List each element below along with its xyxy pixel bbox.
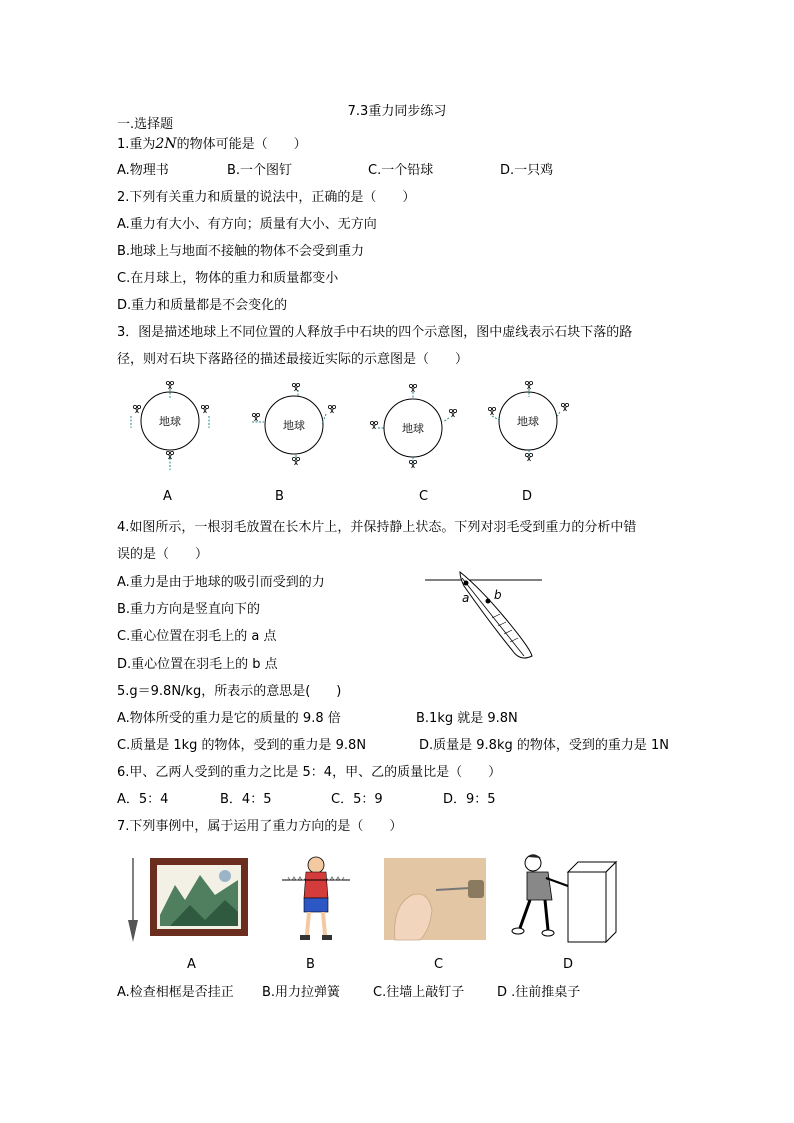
- q3-fig-label-a: A: [163, 489, 172, 504]
- q3-figure: [0, 380, 794, 490]
- q3-stem-line2: 径，则对石块下落路径的描述最接近实际的示意图是（ ）: [117, 352, 469, 367]
- q7-figures: [0, 845, 794, 945]
- q3-fig-label-d: D: [522, 489, 533, 504]
- point-a-label: a: [462, 591, 470, 605]
- q6-option-a: A．5：4: [117, 792, 169, 807]
- q3-figure-a: [131, 381, 209, 470]
- earth-label: 地球: [159, 415, 181, 428]
- q4-option-c: C.重心位置在羽毛上的 a 点: [117, 629, 277, 644]
- q5-option-a: A.物体所受的重力是它的质量的 9.8 倍: [117, 711, 341, 726]
- section-heading: 一.选择题: [117, 117, 174, 132]
- q4-stem-line2: 误的是（ ）: [117, 547, 209, 562]
- q3-figure-b: [252, 383, 336, 465]
- q1-option-c: C.一个铅球: [368, 163, 434, 178]
- q5-stem: 5.g＝9.8N/kg，所表示的意思是( ): [117, 684, 342, 699]
- q6-option-c: C．5：9: [331, 792, 383, 807]
- point-b-label: b: [494, 588, 502, 602]
- q2-option-c: C.在月球上，物体的重力和质量都变小: [117, 271, 339, 286]
- earth-label: 地球: [283, 419, 305, 432]
- q7-stem: 7.下列事例中，属于运用了重力方向的是（ ）: [117, 819, 403, 834]
- q7-figure-a: [128, 858, 248, 942]
- q7-figure-d: [512, 854, 616, 942]
- q2-option-a: A.重力有大小、有方向；质量有大小、无方向: [117, 217, 377, 232]
- q6-stem: 6.甲、乙两人受到的重力之比是 5：4，甲、乙的质量比是（ ）: [117, 765, 502, 780]
- q7-fig-label-a: A: [187, 957, 196, 972]
- q4-option-a: A.重力是由于地球的吸引而受到的力: [117, 575, 325, 590]
- q3-fig-label-c: C: [419, 489, 429, 504]
- q2-option-b: B.地球上与地面不接触的物体不会受到重力: [117, 244, 365, 259]
- q7-option-c: C.往墙上敲钉子: [373, 985, 465, 1000]
- q4-option-d: D.重心位置在羽毛上的 b 点: [117, 657, 278, 672]
- q1-option-a: A.物理书: [117, 163, 169, 178]
- q7-option-b: B.用力拉弹簧: [262, 985, 341, 1000]
- q5-option-b: B.1kg 就是 9.8N: [416, 711, 518, 726]
- q3-stem-line1: 3．图是描述地球上不同位置的人释放手中石块的四个示意图，图中虚线表示石块下落的路: [117, 325, 633, 340]
- q4-feather-figure: [420, 568, 550, 663]
- q7-fig-label-d: D: [563, 957, 574, 972]
- q1-stem-math: 2N: [155, 136, 177, 152]
- q7-figure-b: [282, 857, 350, 940]
- q3-figure-d: [488, 381, 568, 461]
- q7-option-d: D .往前推桌子: [497, 985, 581, 1000]
- q7-figure-c: [384, 858, 486, 940]
- q3-fig-label-b: B: [275, 489, 284, 504]
- q2-stem: 2.下列有关重力和质量的说法中，正确的是（ ）: [117, 190, 416, 205]
- page-title: 7.3重力同步练习: [347, 104, 447, 119]
- earth-label: 地球: [517, 415, 539, 428]
- q4-stem-line1: 4.如图所示，一根羽毛放置在长木片上，并保持静上状态。下列对羽毛受到重力的分析中错: [117, 520, 637, 535]
- q6-option-b: B．4：5: [220, 792, 272, 807]
- q6-option-d: D．9：5: [443, 792, 496, 807]
- q1-stem-pre: 1.重为: [117, 137, 156, 152]
- q3-figure-c: [370, 384, 456, 468]
- q1-option-b: B.一个图钉: [227, 163, 293, 178]
- q1-option-d: D.一只鸡: [500, 163, 554, 178]
- q2-option-d: D.重力和质量都是不会变化的: [117, 298, 288, 313]
- q5-option-c: C.质量是 1kg 的物体，受到的重力是 9.8N: [117, 738, 367, 753]
- q5-option-d: D.质量是 9.8kg 的物体，受到的重力是 1N: [419, 738, 669, 753]
- earth-label: 地球: [402, 422, 424, 435]
- q1-stem: [117, 136, 307, 153]
- q4-option-b: B.重力方向是竖直向下的: [117, 602, 261, 617]
- q7-fig-label-c: C: [434, 957, 444, 972]
- q7-option-a: A.检查相框是否挂正: [117, 985, 234, 1000]
- q7-fig-label-b: B: [306, 957, 315, 972]
- q1-stem-post: 的物体可能是（ ）: [176, 137, 307, 152]
